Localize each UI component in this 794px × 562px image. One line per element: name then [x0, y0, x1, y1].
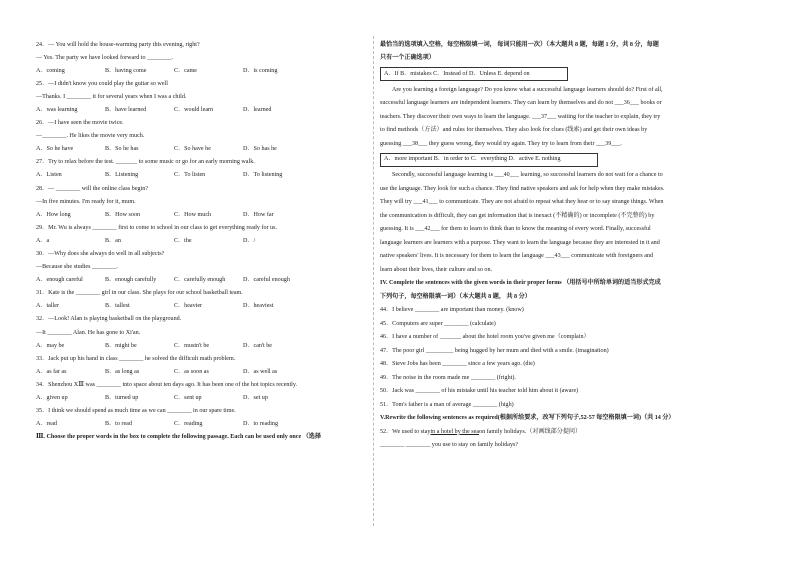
question-line: 31．Kate is the ________ girl in our class. She plays for our school basketball team.	[36, 290, 243, 297]
option: B．How soon	[105, 211, 141, 218]
option: D．learned	[243, 106, 272, 113]
question-line: —In five minutes. I'm ready for it, mum.	[36, 198, 136, 205]
option: B．Listening	[105, 172, 139, 179]
passage-line: 47．The poor girl _________ being hugged by her mum and died with a smile. (imagination)	[380, 347, 609, 354]
option: A．read	[36, 421, 57, 428]
passage-part-2	[380, 169, 760, 277]
option: A．So he have	[36, 146, 74, 153]
word-box-1: A．If B．mistakes C．Instead of D．Unless E. depend on	[380, 67, 568, 81]
passage-line: Are you learning a foreign language? Do you know what a successful language learners should do? First of all,	[392, 86, 663, 93]
section5-heading: V.Rewrite the following sentences as required(根据所给要求，改写下列句子,52-57 每空格限填一词)（共 14 分）	[380, 415, 675, 422]
options-row	[36, 169, 368, 182]
q52-suffix: on family holidays.（对画线部分提问）	[479, 428, 582, 435]
options-row	[36, 103, 368, 116]
option: C．To listen	[174, 172, 206, 179]
option: C．sent up	[174, 395, 202, 402]
options-row	[36, 365, 368, 378]
passage-line: They will try ___41___ to communicate. They are not afraid to repeat what they hear or to say strange things. When	[380, 199, 664, 206]
option: A．Listen	[36, 172, 62, 179]
passage-line: teachers. They discover their own ways to learn the language. ___37___ waiting for the teacher to explain, they try	[380, 113, 661, 120]
option: A．may be	[36, 342, 65, 349]
passage-line: native speakers' lives. It is necessary for them to learn the language ___43___ communicate with foreigners and	[380, 253, 654, 260]
option: B．an	[105, 237, 121, 244]
right-column	[380, 38, 760, 452]
option: A．taller	[36, 303, 60, 310]
option: A．given up	[36, 395, 68, 402]
option: D．is coming	[243, 67, 278, 74]
question-line: 34．Shenzhou XⅢ was ________ into space about ten days ago. It has been one of the hot topics recently.	[36, 381, 298, 388]
question-line: 33．Jack put up his hand in class ________ he solved the difficult math problem.	[36, 355, 236, 362]
passage-line: to find methods（方法）and rules for themselves. They also look for clues (线索) and get their own ideas by	[380, 127, 648, 134]
option: C．So have he	[174, 146, 211, 153]
option: D．can't be	[243, 342, 273, 349]
option: C．came	[174, 67, 198, 74]
passage-line: learn about their lives, their culture and so on.	[380, 266, 493, 273]
options-row	[36, 339, 368, 352]
option: C．heavier	[174, 303, 203, 310]
option: C．carefully enough	[174, 277, 226, 284]
passage-line: language learners are learners with a purpose. They want to learn the language because they are interested in it and	[380, 239, 660, 246]
question-line: 26．—I have seen the movie twice.	[36, 120, 124, 127]
option: D．set up	[243, 395, 268, 402]
left-column	[36, 38, 368, 444]
option: D．To listening	[243, 172, 283, 179]
options-row	[36, 64, 368, 77]
option: D．to reading	[243, 421, 279, 428]
options-row	[36, 418, 368, 431]
passage-line: 51．Tom's father is a man of average ________ (high)	[380, 401, 514, 408]
options-row	[36, 234, 368, 247]
option: B．have learned	[105, 106, 147, 113]
option: B．having come	[105, 67, 147, 74]
question-line: 32．—Look! Alan is playing basketball on the playground.	[36, 316, 182, 323]
section3-heading: Ⅲ. Choose the proper words in the box to complete the following passage. Each can be used only once （选择	[36, 434, 321, 441]
passage-line: use the language. They look for such a chance. They find native speakers and ask for help when they make mistakes.	[380, 185, 665, 192]
section3-instructions-cont: 最恰当的选项填入空格，每空格限填一词， 每词只能用一次）（本大题共 8 题，每题 1 分，共 8 分，每题	[380, 41, 659, 48]
option: D．heaviest	[243, 303, 274, 310]
passage-part-1	[380, 83, 760, 151]
option: B．as long as	[105, 368, 140, 375]
option: B．enough carefully	[105, 277, 157, 284]
option: C．reading	[174, 421, 203, 428]
passage-line: 45．Computers are super ________ (calculate)	[380, 320, 496, 327]
column-divider	[373, 36, 374, 526]
question-line: —It ________ Alan. He has gone to Xi'an.	[36, 329, 141, 336]
section3-instructions-cont2: 只有一个正确选项）	[380, 55, 435, 62]
section4-items	[380, 304, 760, 412]
passage-line: guessing. It is ___42___ for them to learn to think than to know the meaning of every word. Finally, successful	[380, 226, 651, 233]
options-row	[36, 208, 368, 221]
question-line: 30．—Why does she always do well in all subjects?	[36, 251, 165, 257]
question-line: 28．— ________ will the online class begin?	[36, 185, 149, 192]
question-line: 29．Mr. Wu is always ________ first to come to school in our class to get everything ready for us.	[36, 224, 277, 231]
passage-line: guessing ___38___ they guess wrong, they would try again. They try to learn from their ___39___.	[380, 140, 622, 147]
option: A．enough careful	[36, 277, 83, 284]
section4-subheading: 下列句子，每空格限填一词）（本大题共 8 题， 共 8 分）	[380, 293, 531, 300]
options-row	[36, 274, 368, 287]
question-52	[380, 425, 760, 439]
question-line: 35．I think we should spend as much time as we can ________ in our spare time.	[36, 408, 236, 415]
option: C．as soon as	[174, 368, 209, 375]
option: C．the	[174, 237, 192, 244]
option: D．careful enough	[243, 277, 290, 284]
q52-underlined: in a hotel by the sea	[430, 428, 480, 435]
question-line: 24．— You will hold the house-warming party this evening, right?	[36, 41, 200, 48]
option: A．was learning	[36, 106, 78, 113]
options-row	[36, 143, 368, 156]
option: A．as far as	[36, 368, 67, 375]
option: D．as well as	[243, 368, 278, 375]
option: D．How far	[243, 211, 274, 218]
passage-line: 50．Jack was ________ of his mistake until his teacher told him about it (aware)	[380, 388, 579, 395]
option: D．So has he	[243, 146, 277, 153]
question-line: —Thanks. I ________ it for several years when I was a child.	[36, 93, 187, 100]
option: C．mustn't be	[174, 342, 210, 349]
option: A．a	[36, 237, 50, 244]
options-row	[36, 300, 368, 313]
question-line: —________. He likes the movie very much.	[36, 133, 145, 140]
question-line: —Because she studies ________.	[36, 264, 118, 271]
word-box-2: A．more important B．in order to C．everything D．active E. nothing	[380, 153, 598, 167]
option: B．turned up	[105, 395, 139, 402]
passage-line: the communication is difficult, they can get information that is inexact (不精确的) or incomplete (不完整的) by	[380, 212, 655, 219]
passage-line: Secondly, successful language learning is ___40___ learning, so successful learners do not wait for a chance to	[392, 172, 663, 179]
passage-line: successful language learners are independent learners. They can learn by themselves and do not ___36___ books or	[380, 100, 662, 107]
q52-answer-line: ________ ________ you use to stay on family holidays?	[380, 442, 519, 449]
q52-prefix: 52．We used to stay	[380, 428, 431, 435]
option: B．So he has	[105, 146, 139, 153]
question-line: — Yes. The party we have looked forward to ________.	[36, 54, 173, 61]
question-line: 25．—I didn't know you could play the guitar so well	[36, 80, 168, 87]
option: B．might be	[105, 342, 137, 349]
section4-heading: IV. Complete the sentences with the given words in their proper forms （用括号中所给单词的适当形式完成	[380, 280, 661, 287]
passage-line: 46．I have a number of _______ about the hotel room you've given me（complain）	[380, 334, 590, 341]
passage-line: 49．The noise in the room made me ________ (fright).	[380, 374, 516, 381]
option: D．/	[243, 237, 256, 244]
option: C．How much	[174, 211, 212, 218]
options-row	[36, 392, 368, 405]
option: A．How long	[36, 211, 71, 218]
option: A．coming	[36, 67, 65, 74]
option: C．would learn	[174, 106, 214, 113]
option: B．to read	[105, 421, 132, 428]
question-line: 27．Try to relax before the test. _______ to some music or go for an early morning walk.	[36, 159, 255, 166]
passage-line: 44．I believe ________ are important than money. (know)	[380, 307, 524, 314]
option: B．tallest	[105, 303, 130, 310]
passage-line: 48．Steve Jobs has been ________ since a few years ago. (die)	[380, 361, 535, 368]
